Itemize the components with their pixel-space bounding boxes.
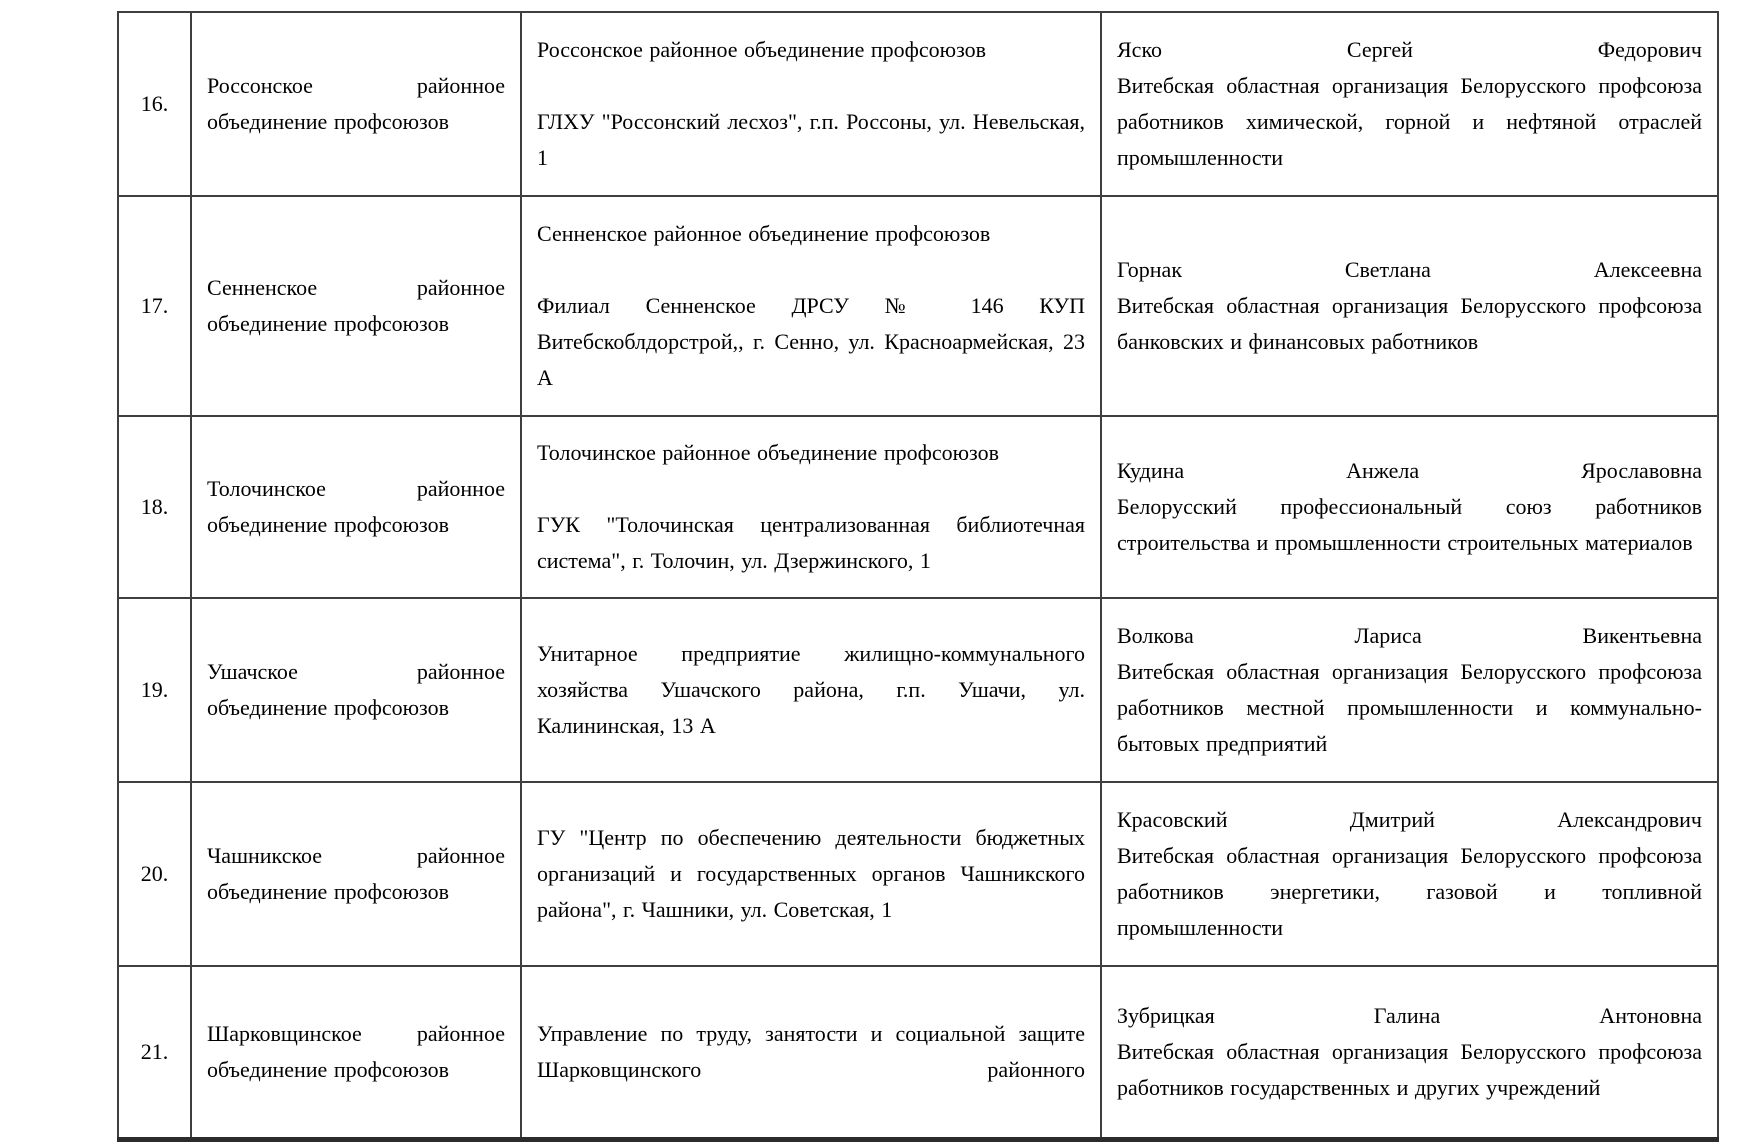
facility-address: ГУК "Толочинская централизованная библиотечная система", г. Толочин, ул. Дзержинского, 1 [537, 512, 1085, 573]
facility-cell [521, 966, 1101, 1139]
row-number: 17. [140, 293, 169, 318]
association-name: Шарковщинское районное объединение профсоюзов [207, 1020, 505, 1082]
facility-address: Унитарное предприятие жилищно-коммунального хозяйства Ушачского района, г.п. Ушачи, ул. Калининская, 13 А [537, 641, 1085, 738]
chairman-organization: Витебская областная организация Белорусского профсоюза работников местной промышленности и коммунально-бытовых предприятий [1117, 659, 1702, 756]
row-number-cell [118, 966, 191, 1139]
table-row [118, 12, 1718, 196]
facility-title: Сенненское районное объединение профсоюзов [537, 221, 991, 246]
row-number-cell [118, 196, 191, 416]
table-row [118, 598, 1718, 782]
facility-cell [521, 196, 1101, 416]
unions-table [117, 11, 1719, 1142]
table-row [118, 416, 1718, 598]
chairman-cell [1101, 598, 1718, 782]
chairman-cell [1101, 196, 1718, 416]
facility-address: ГУ "Центр по обеспечению деятельности бюджетных организаций и государственных органов Чашникского района", г. Чашники, ул. Советская, 1 [537, 825, 1085, 922]
facility-title: Россонское районное объединение профсоюзов [537, 37, 987, 62]
chairman-name: Кудина Анжела Ярославовна [1117, 458, 1702, 483]
row-number-cell [118, 782, 191, 966]
chairman-cell [1101, 12, 1718, 196]
association-cell [191, 782, 521, 966]
chairman-organization: Белорусский профессиональный союз работников строительства и промышленности строительных материалов [1117, 494, 1702, 555]
table-row [118, 782, 1718, 966]
row-number: 19. [140, 677, 169, 702]
association-cell [191, 598, 521, 782]
table-row [118, 196, 1718, 416]
row-number: 20. [140, 861, 169, 886]
row-number: 16. [140, 91, 169, 116]
row-number: 21. [140, 1038, 169, 1064]
association-name: Ушачское районное объединение профсоюзов [207, 659, 505, 720]
row-number-cell [118, 12, 191, 196]
chairman-organization: Витебская областная организация Белорусского профсоюза работников химической, горной и нефтяной отраслей промышленности [1117, 73, 1702, 170]
association-name: Сенненское районное объединение профсоюзов [207, 275, 505, 336]
chairman-organization: Витебская областная организация Белорусского профсоюза работников государственных и других учреждений [1117, 1038, 1702, 1100]
chairman-name: Яско Сергей Федорович [1117, 37, 1702, 62]
facility-cell [521, 782, 1101, 966]
table-row [118, 966, 1718, 1139]
facility-address: ГЛХУ "Россонский лесхоз", г.п. Россоны, ул. Невельская, 1 [537, 109, 1085, 170]
facility-cell [521, 598, 1101, 782]
chairman-cell [1101, 782, 1718, 966]
chairman-name: Зубрицкая Галина Антоновна [1117, 1002, 1702, 1028]
association-name: Толочинское районное объединение профсоюзов [207, 476, 505, 537]
chairman-organization: Витебская областная организация Белорусского профсоюза работников энергетики, газовой и топливной промышленности [1117, 843, 1702, 940]
association-cell [191, 966, 521, 1139]
association-name: Чашникское районное объединение профсоюзов [207, 843, 505, 904]
chairman-name: Красовский Дмитрий Александрович [1117, 807, 1702, 832]
facility-title: Толочинское районное объединение профсоюзов [537, 440, 999, 465]
chairman-name: Горнак Светлана Алексеевна [1117, 257, 1702, 282]
row-number-cell [118, 598, 191, 782]
association-cell [191, 416, 521, 598]
row-number: 18. [140, 494, 169, 519]
facility-address: Управление по труду, занятости и социальной защите Шарковщинского районного [537, 1020, 1085, 1082]
chairman-organization: Витебская областная организация Белорусского профсоюза банковских и финансовых работников [1117, 293, 1702, 354]
chairman-cell [1101, 966, 1718, 1139]
chairman-name: Волкова Лариса Викентьевна [1117, 623, 1702, 648]
facility-address: Филиал Сенненское ДРСУ № 146 КУП Витебскоблдорстрой,, г. Сенно, ул. Красноармейская, 23 А [537, 293, 1085, 390]
facility-cell [521, 12, 1101, 196]
facility-cell [521, 416, 1101, 598]
association-cell [191, 196, 521, 416]
chairman-cell [1101, 416, 1718, 598]
association-cell [191, 12, 521, 196]
association-name: Россонское районное объединение профсоюзов [207, 73, 505, 134]
row-number-cell [118, 416, 191, 598]
